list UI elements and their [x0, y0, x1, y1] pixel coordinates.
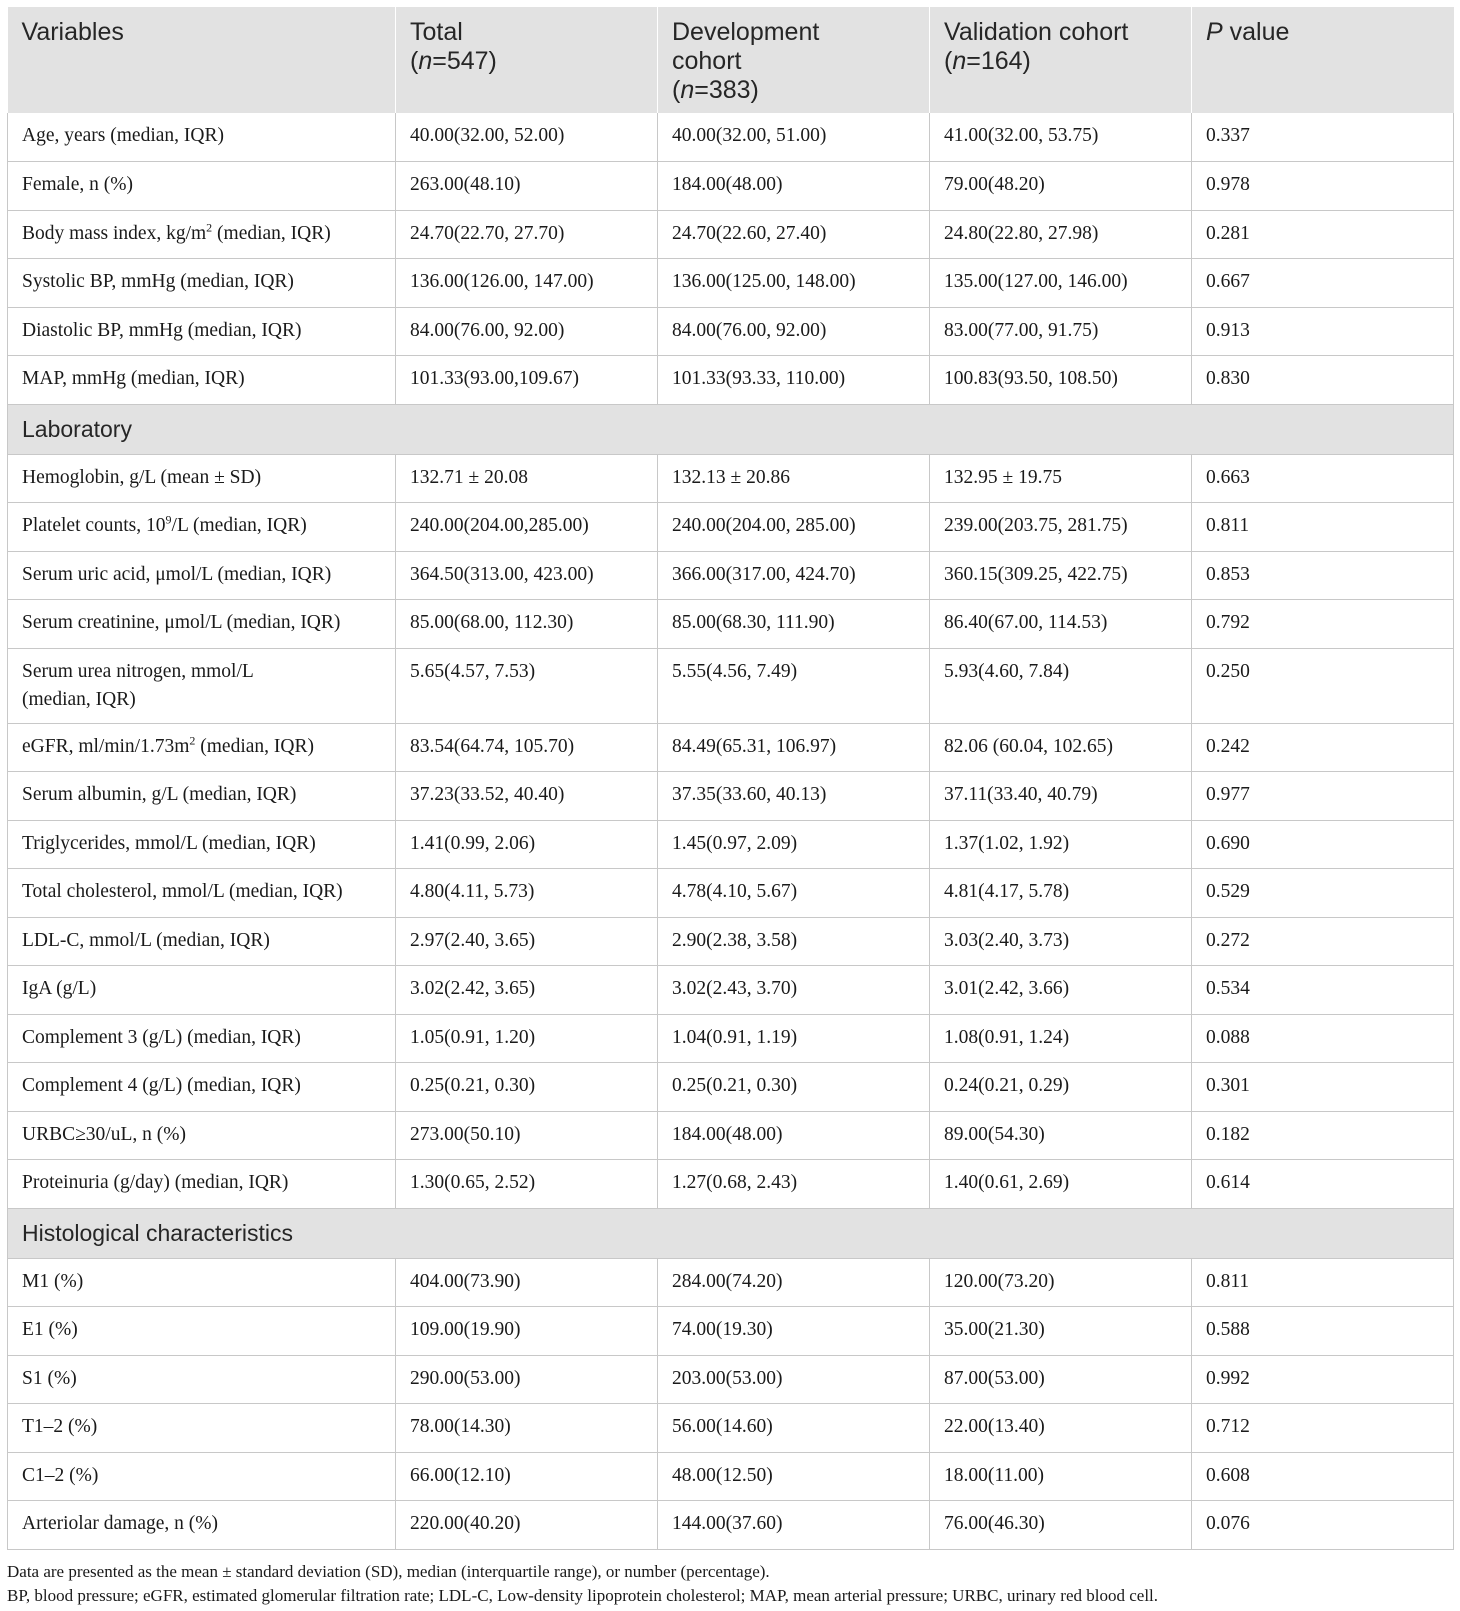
section-label: Laboratory [8, 404, 1454, 454]
variable-label: LDL-C, mmol/L (median, IQR) [22, 929, 270, 951]
cell-validation: 5.93(4.60, 7.84) [930, 648, 1192, 723]
cell-total: 364.50(313.00, 423.00) [396, 551, 658, 600]
cell-total: 109.00(19.90) [396, 1307, 658, 1356]
table-row [8, 917, 1454, 966]
cell-development: 24.70(22.60, 27.40) [658, 210, 930, 259]
cell-variable [8, 503, 396, 552]
cell-variable [8, 600, 396, 649]
cell-variable [8, 356, 396, 405]
cell-p-value: 0.272 [1192, 917, 1454, 966]
cell-variable [8, 1160, 396, 1209]
cell-p-value: 0.977 [1192, 772, 1454, 821]
cell-total: 40.00(32.00, 52.00) [396, 113, 658, 162]
cell-validation: 86.40(67.00, 114.53) [930, 600, 1192, 649]
cell-development: 37.35(33.60, 40.13) [658, 772, 930, 821]
cell-total: 4.80(4.11, 5.73) [396, 869, 658, 918]
table-row [8, 648, 1454, 723]
cell-variable [8, 1111, 396, 1160]
cell-variable [8, 820, 396, 869]
baseline-characteristics-table [7, 7, 1454, 1550]
cell-validation: 0.24(0.21, 0.29) [930, 1063, 1192, 1112]
cell-validation: 87.00(53.00) [930, 1355, 1192, 1404]
cell-total: 273.00(50.10) [396, 1111, 658, 1160]
cell-validation: 3.03(2.40, 3.73) [930, 917, 1192, 966]
cell-development: 144.00(37.60) [658, 1501, 930, 1550]
cell-total: 1.05(0.91, 1.20) [396, 1014, 658, 1063]
cell-validation: 76.00(46.30) [930, 1501, 1192, 1550]
header-validation-cohort: Validation cohort (n=164) [930, 7, 1192, 113]
variable-superscript: 9 [165, 512, 172, 527]
table-row [8, 210, 1454, 259]
cell-variable [8, 1355, 396, 1404]
table-row [8, 113, 1454, 162]
cell-p-value: 0.992 [1192, 1355, 1454, 1404]
variable-label: Serum albumin, g/L (median, IQR) [22, 784, 297, 805]
cell-validation: 239.00(203.75, 281.75) [930, 503, 1192, 552]
table-row [8, 307, 1454, 356]
table-row [8, 162, 1454, 211]
variable-label: Proteinuria (g/day) (median, IQR) [22, 1172, 289, 1193]
cell-p-value: 0.250 [1192, 648, 1454, 723]
table-row [8, 1452, 1454, 1501]
table-header-row [8, 7, 1454, 113]
footnote-abbreviations: BP, blood pressure; eGFR, estimated glomerular filtration rate; LDL-C, Low-density lipoprotein cholesterol; MAP, mean arterial pressure; URBC, urinary red blood cell. [7, 1585, 1159, 1605]
table-row [8, 1014, 1454, 1063]
cell-total: 24.70(22.70, 27.70) [396, 210, 658, 259]
cell-total: 3.02(2.42, 3.65) [396, 966, 658, 1015]
cell-development: 203.00(53.00) [658, 1355, 930, 1404]
cell-p-value: 0.301 [1192, 1063, 1454, 1112]
cell-variable [8, 1452, 396, 1501]
table-row [8, 820, 1454, 869]
table-row [8, 1111, 1454, 1160]
variable-label-suffix: /L (median, IQR) [171, 515, 307, 536]
cell-development: 132.13 ± 20.86 [658, 454, 930, 503]
cell-p-value: 0.337 [1192, 113, 1454, 162]
cell-validation: 18.00(11.00) [930, 1452, 1192, 1501]
table-container [7, 7, 1453, 1608]
variable-label: Systolic BP, mmHg (median, IQR) [22, 271, 294, 292]
table-row [8, 1160, 1454, 1209]
cell-validation: 135.00(127.00, 146.00) [930, 259, 1192, 308]
variable-label-suffix: (median, IQR) [195, 735, 314, 757]
cell-p-value: 0.182 [1192, 1111, 1454, 1160]
table-row [8, 356, 1454, 405]
variable-label: Total cholesterol, mmol/L (median, IQR) [22, 881, 343, 902]
variable-label: Hemoglobin, g/L (mean ± SD) [22, 466, 262, 488]
cell-p-value: 0.614 [1192, 1160, 1454, 1209]
table-row [8, 869, 1454, 918]
variable-label: Complement 3 (g/L) (median, IQR) [22, 1026, 301, 1048]
variable-label: Triglycerides, mmol/L (median, IQR) [22, 832, 316, 854]
cell-p-value: 0.529 [1192, 869, 1454, 918]
cell-p-value: 0.534 [1192, 966, 1454, 1015]
cell-total: 83.54(64.74, 105.70) [396, 723, 658, 772]
cell-p-value: 0.088 [1192, 1014, 1454, 1063]
cell-development: 2.90(2.38, 3.58) [658, 917, 930, 966]
variable-label: Female, n (%) [22, 174, 134, 195]
cell-total: 136.00(126.00, 147.00) [396, 259, 658, 308]
cell-p-value: 0.811 [1192, 503, 1454, 552]
cell-variable [8, 1014, 396, 1063]
cell-total: 37.23(33.52, 40.40) [396, 772, 658, 821]
cell-variable [8, 966, 396, 1015]
cell-development: 5.55(4.56, 7.49) [658, 648, 930, 723]
variable-label: C1–2 (%) [22, 1464, 99, 1486]
variable-label-line2: (median, IQR) [22, 688, 136, 710]
variable-label: Serum urea nitrogen, mmol/L [22, 660, 254, 682]
table-row [8, 966, 1454, 1015]
cell-development: 56.00(14.60) [658, 1404, 930, 1453]
cell-total: 0.25(0.21, 0.30) [396, 1063, 658, 1112]
cell-p-value: 0.811 [1192, 1258, 1454, 1307]
cell-development: 85.00(68.30, 111.90) [658, 600, 930, 649]
variable-label: URBC≥30/uL, n (%) [22, 1123, 186, 1145]
table-row [8, 1501, 1454, 1550]
table-row [8, 1258, 1454, 1307]
cell-development: 3.02(2.43, 3.70) [658, 966, 930, 1015]
cell-validation: 83.00(77.00, 91.75) [930, 307, 1192, 356]
section-row-histological [8, 1208, 1454, 1258]
cell-validation: 1.40(0.61, 2.69) [930, 1160, 1192, 1209]
cell-total: 2.97(2.40, 3.65) [396, 917, 658, 966]
cell-variable [8, 551, 396, 600]
cell-total: 1.41(0.99, 2.06) [396, 820, 658, 869]
cell-p-value: 0.663 [1192, 454, 1454, 503]
cell-development: 284.00(74.20) [658, 1258, 930, 1307]
cell-validation: 35.00(21.30) [930, 1307, 1192, 1356]
cell-total: 1.30(0.65, 2.52) [396, 1160, 658, 1209]
cell-development: 0.25(0.21, 0.30) [658, 1063, 930, 1112]
variable-label: Diastolic BP, mmHg (median, IQR) [22, 319, 302, 341]
variable-superscript: 2 [206, 220, 213, 234]
header-variables: Variables [8, 7, 396, 113]
cell-development: 40.00(32.00, 51.00) [658, 113, 930, 162]
cell-development: 1.04(0.91, 1.19) [658, 1014, 930, 1063]
cell-variable [8, 723, 396, 772]
cell-variable [8, 648, 396, 723]
cell-validation: 24.80(22.80, 27.98) [930, 210, 1192, 259]
table-row [8, 600, 1454, 649]
footnote-data-presentation: Data are presented as the mean ± standard deviation (SD), median (interquartile range), or number (percentage). [7, 1561, 770, 1581]
cell-validation: 100.83(93.50, 108.50) [930, 356, 1192, 405]
cell-validation: 132.95 ± 19.75 [930, 454, 1192, 503]
cell-development: 74.00(19.30) [658, 1307, 930, 1356]
header-total: Total (n=547) [396, 7, 658, 113]
cell-validation: 89.00(54.30) [930, 1111, 1192, 1160]
cell-development: 1.27(0.68, 2.43) [658, 1160, 930, 1209]
variable-label: E1 (%) [22, 1319, 78, 1340]
variable-label: Platelet counts, 10 [22, 515, 166, 536]
cell-p-value: 0.690 [1192, 820, 1454, 869]
cell-variable [8, 307, 396, 356]
cell-development: 1.45(0.97, 2.09) [658, 820, 930, 869]
cell-development: 101.33(93.33, 110.00) [658, 356, 930, 405]
cell-p-value: 0.667 [1192, 259, 1454, 308]
cell-validation: 1.37(1.02, 1.92) [930, 820, 1192, 869]
cell-variable [8, 162, 396, 211]
cell-validation: 41.00(32.00, 53.75) [930, 113, 1192, 162]
variable-label: Arteriolar damage, n (%) [22, 1513, 218, 1534]
cell-p-value: 0.913 [1192, 307, 1454, 356]
cell-variable [8, 917, 396, 966]
table-footnotes [7, 1560, 1453, 1608]
cell-validation: 22.00(13.40) [930, 1404, 1192, 1453]
cell-variable [8, 454, 396, 503]
cell-development: 240.00(204.00, 285.00) [658, 503, 930, 552]
cell-total: 290.00(53.00) [396, 1355, 658, 1404]
variable-label: Age, years (median, IQR) [22, 125, 224, 146]
cell-variable [8, 772, 396, 821]
cell-variable [8, 1063, 396, 1112]
variable-label: eGFR, ml/min/1.73m [22, 735, 190, 757]
table-row [8, 1404, 1454, 1453]
cell-p-value: 0.830 [1192, 356, 1454, 405]
cell-development: 136.00(125.00, 148.00) [658, 259, 930, 308]
section-row-laboratory [8, 404, 1454, 454]
cell-total: 220.00(40.20) [396, 1501, 658, 1550]
table-row [8, 454, 1454, 503]
cell-p-value: 0.076 [1192, 1501, 1454, 1550]
cell-development: 184.00(48.00) [658, 162, 930, 211]
variable-label: T1–2 (%) [22, 1416, 98, 1437]
variable-label: Serum creatinine, μmol/L (median, IQR) [22, 612, 341, 633]
variable-superscript: 2 [189, 733, 196, 747]
cell-validation: 120.00(73.20) [930, 1258, 1192, 1307]
cell-total: 84.00(76.00, 92.00) [396, 307, 658, 356]
cell-total: 132.71 ± 20.08 [396, 454, 658, 503]
cell-total: 101.33(93.00,109.67) [396, 356, 658, 405]
variable-label: Complement 4 (g/L) (median, IQR) [22, 1075, 301, 1096]
variable-label: S1 (%) [22, 1367, 77, 1389]
cell-variable [8, 1404, 396, 1453]
cell-total: 78.00(14.30) [396, 1404, 658, 1453]
table-row [8, 723, 1454, 772]
cell-validation: 82.06 (60.04, 102.65) [930, 723, 1192, 772]
cell-variable [8, 1307, 396, 1356]
cell-variable [8, 869, 396, 918]
cell-p-value: 0.242 [1192, 723, 1454, 772]
cell-total: 240.00(204.00,285.00) [396, 503, 658, 552]
cell-development: 4.78(4.10, 5.67) [658, 869, 930, 918]
cell-p-value: 0.978 [1192, 162, 1454, 211]
cell-total: 5.65(4.57, 7.53) [396, 648, 658, 723]
table-row [8, 1063, 1454, 1112]
cell-p-value: 0.792 [1192, 600, 1454, 649]
cell-total: 66.00(12.10) [396, 1452, 658, 1501]
cell-validation: 1.08(0.91, 1.24) [930, 1014, 1192, 1063]
cell-development: 84.00(76.00, 92.00) [658, 307, 930, 356]
variable-label: MAP, mmHg (median, IQR) [22, 368, 245, 389]
cell-development: 48.00(12.50) [658, 1452, 930, 1501]
table-row [8, 259, 1454, 308]
cell-validation: 79.00(48.20) [930, 162, 1192, 211]
table-row [8, 1355, 1454, 1404]
table-row [8, 551, 1454, 600]
cell-validation: 3.01(2.42, 3.66) [930, 966, 1192, 1015]
cell-development: 184.00(48.00) [658, 1111, 930, 1160]
cell-total: 404.00(73.90) [396, 1258, 658, 1307]
cell-p-value: 0.712 [1192, 1404, 1454, 1453]
cell-variable [8, 113, 396, 162]
table-row [8, 772, 1454, 821]
cell-p-value: 0.608 [1192, 1452, 1454, 1501]
cell-variable [8, 259, 396, 308]
cell-validation: 360.15(309.25, 422.75) [930, 551, 1192, 600]
cell-variable [8, 1258, 396, 1307]
cell-development: 366.00(317.00, 424.70) [658, 551, 930, 600]
table-row [8, 503, 1454, 552]
variable-label-suffix: (median, IQR) [212, 222, 331, 244]
header-development-cohort: Development cohort (n=383) [658, 7, 930, 113]
cell-total: 263.00(48.10) [396, 162, 658, 211]
cell-validation: 4.81(4.17, 5.78) [930, 869, 1192, 918]
cell-total: 85.00(68.00, 112.30) [396, 600, 658, 649]
variable-label: M1 (%) [22, 1270, 84, 1292]
variable-label: Serum uric acid, μmol/L (median, IQR) [22, 563, 332, 585]
variable-label: IgA (g/L) [22, 978, 97, 999]
cell-variable [8, 1501, 396, 1550]
cell-variable [8, 210, 396, 259]
cell-development: 84.49(65.31, 106.97) [658, 723, 930, 772]
section-label: Histological characteristics [8, 1208, 1454, 1258]
cell-p-value: 0.281 [1192, 210, 1454, 259]
table-row [8, 1307, 1454, 1356]
header-p-value: P value [1192, 7, 1454, 113]
variable-label: Body mass index, kg/m [22, 222, 207, 244]
cell-p-value: 0.588 [1192, 1307, 1454, 1356]
cell-validation: 37.11(33.40, 40.79) [930, 772, 1192, 821]
cell-p-value: 0.853 [1192, 551, 1454, 600]
